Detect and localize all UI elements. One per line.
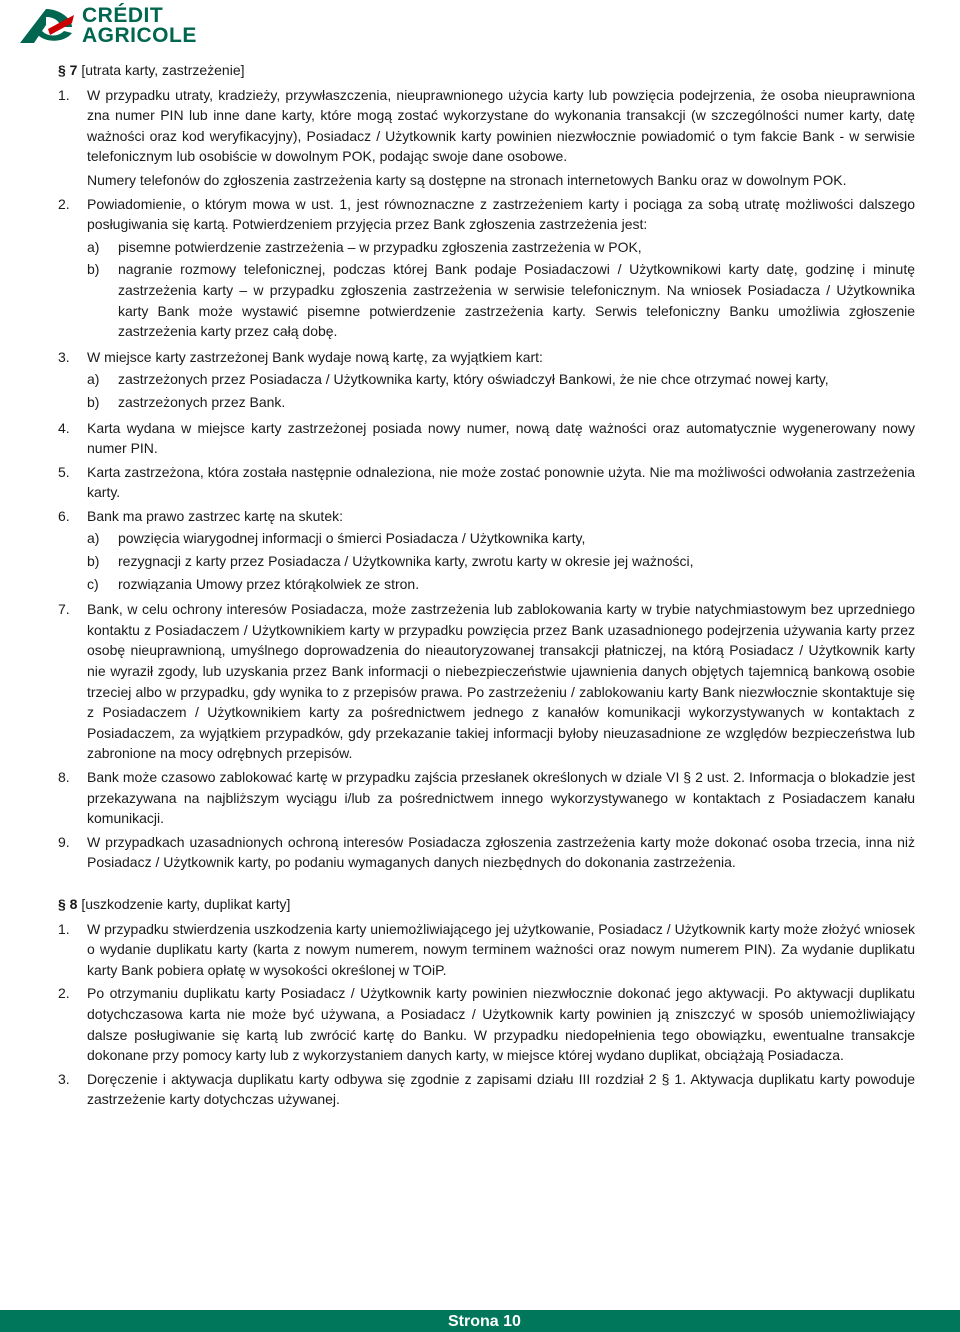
paragraph-number: 1. <box>58 920 70 937</box>
paragraph-number: 2. <box>58 195 70 212</box>
sub-item-letter: b) <box>87 393 100 410</box>
paragraph-number: 9. <box>58 833 70 850</box>
numbered-paragraph <box>58 418 915 459</box>
section-heading <box>58 894 915 915</box>
sub-item <box>87 237 915 258</box>
sub-item-letter: b) <box>87 553 100 570</box>
sub-item-letter: b) <box>87 261 100 278</box>
section-title: [utrata karty, zastrzeżenie] <box>81 62 245 78</box>
credit-agricole-logo <box>16 4 197 48</box>
sub-item-text: pisemne potwierdzenie zastrzeżenia – w przypadku zgłoszenia zastrzeżenia w POK, <box>118 238 642 255</box>
section-symbol: § 7 <box>58 62 78 78</box>
paragraph-text: W miejsce karty zastrzeżonej Bank wydaje nową kartę, za wyjątkiem kart: <box>87 348 543 365</box>
section-heading <box>58 60 915 81</box>
numbered-paragraph <box>58 767 915 829</box>
sub-item-text: zastrzeżonych przez Posiadacza / Użytkownika karty, który oświadczył Bankowi, że nie chce otrzymać nowej karty, <box>118 371 829 388</box>
sub-item <box>87 574 915 595</box>
paragraph-body <box>87 194 915 344</box>
paragraph-body <box>87 85 915 167</box>
sub-item-letter: c) <box>87 575 99 592</box>
paragraph-text: Po otrzymaniu duplikatu karty Posiadacz / Użytkownik karty powinien niezwłocznie dokonać jego aktywacji. Po aktywacji duplikatu dotychczasowa karta nie może być używana, a Posiadacz / Użytkownik karty powinien ją zniszczyć w sposób uniemożliwiający dalsze posługiwanie się kartą lub zwrócić kartę do Banku. W przypadku niedopełnienia tego obowiązku, ewentualne transakcje dokonane przy pomocy karty lub z wykorzystaniem danych karty, w miejsce której wydano duplikat, obciążają Posiadacza. <box>87 985 915 1064</box>
paragraph-number: 7. <box>58 601 70 618</box>
paragraph-body <box>87 1069 915 1110</box>
numbered-paragraph <box>58 85 915 167</box>
paragraph-note: Numery telefonów do zgłoszenia zastrzeżenia karty są dostępne na stronach internetowych Banku oraz w dowolnym POK. <box>87 171 847 188</box>
paragraph-text: Karta zastrzeżona, która została następnie odnaleziona, nie może zostać ponownie użyta. Nie ma możliwości odwołania zastrzeżenia karty. <box>87 463 915 501</box>
numbered-paragraph <box>58 462 915 503</box>
section-symbol: § 8 <box>58 895 78 912</box>
numbered-paragraph <box>58 919 915 981</box>
paragraph-text: Powiadomienie, o którym mowa w ust. 1, jest równoznaczne z zastrzeżeniem karty i pociąga za sobą utratę możliwości dalszego posługiwania się kartą. Potwierdzeniem przyjęcia przez Bank zgłoszenia zastrzeżenia jest: <box>87 195 915 233</box>
paragraph-body <box>87 462 915 503</box>
sub-item-letter: a) <box>87 371 100 388</box>
brand-name <box>82 6 197 46</box>
paragraph-number: 5. <box>58 463 70 480</box>
paragraph-text: W przypadku utraty, kradzieży, przywłaszczenia, nieuprawnionego użycia karty lub powzięcia podejrzenia, że osoba nieuprawniona zna numer PIN lub inne dane karty, które mogą zostać wykorzystane do wykonania transakcji (w szczególności numer karty, datę ważności oraz kod weryfikacyjny), Posiadacz / Użytkownik karty powinien niezwłocznie powiadomić o tym fakcie Bank - w serwisie telefonicznym lub osobiście w dowolnym POK, podając swoje dane osobowe. <box>87 86 915 165</box>
document-body <box>58 60 915 1113</box>
paragraph-number: 1. <box>58 86 70 103</box>
numbered-paragraph <box>58 832 915 873</box>
paragraph-body <box>87 919 915 981</box>
section-gap <box>58 876 915 894</box>
paragraph-text: W przypadkach uzasadnionych ochroną interesów Posiadacza zgłoszenia zastrzeżenia karty może dokonać osoba trzecia, inna niż Posiadacz / Użytkownik karty, po podaniu wymaganych danych niezbędnych do dokonania zastrzeżenia. <box>87 833 915 871</box>
sub-item <box>87 369 915 390</box>
numbered-paragraph <box>58 506 915 596</box>
numbered-paragraph <box>58 194 915 344</box>
paragraph-number: 8. <box>58 769 70 785</box>
sub-item-text: rezygnacji z karty przez Posiadacza / Użytkownika karty, zwrotu karty w okresie jej ważności, <box>118 553 694 570</box>
credit-agricole-emblem-icon <box>16 5 76 47</box>
sub-item <box>87 551 915 572</box>
paragraph-number: 4. <box>58 419 70 436</box>
sub-item-text: zastrzeżonych przez Bank. <box>118 393 286 410</box>
numbered-paragraph <box>58 1069 915 1110</box>
sub-item <box>87 528 915 549</box>
sub-item <box>87 259 915 341</box>
paragraph-body <box>87 832 915 873</box>
paragraph-body <box>87 767 915 829</box>
paragraph-text: W przypadku stwierdzenia uszkodzenia karty uniemożliwiającego jej użytkowanie, Posiadacz / Użytkownik karty może złożyć wniosek o wydanie duplikatu karty (karta z nowym numerem, nowym terminem ważności oraz nowym numerem PIN). Za wydanie duplikatu karty Bank pobiera opłatę w wysokości określonej w TOiP. <box>87 920 915 978</box>
paragraph-text: Bank może czasowo zablokować kartę w przypadku zajścia przesłanek określonych w dziale VI § 2 ust. 2. Informacja o blokadzie jest przekazywana na najbliższym wyciągu i/lub za pośrednictwem innego wykorzystywanego w kontaktach z Posiadaczem kanału komunikacji. <box>87 769 915 827</box>
paragraph-number: 3. <box>58 1070 70 1087</box>
paragraph-text: Doręczenie i aktywacja duplikatu karty odbywa się zgodnie z zapisami działu III rozdział 2 § 1. Aktywacja duplikatu karty powoduje zastrzeżenie karty dotychczas używanej. <box>87 1070 915 1108</box>
paragraph-body <box>87 418 915 459</box>
sub-item <box>87 392 915 413</box>
numbered-paragraph <box>58 983 915 1065</box>
sub-item-letter: a) <box>87 238 100 255</box>
sub-item-text: rozwiązania Umowy przez którąkolwiek ze stron. <box>118 575 420 592</box>
sub-item-text: nagranie rozmowy telefonicznej, podczas której Bank podaje Posiadaczowi / Użytkownikowi karty datę, godzinę i minutę zastrzeżenia karty – w przypadku zgłoszenia zastrzeżenia w serwisie telefonicznym. Na wniosek Posiadacza / Użytkownika karty Bank może wystawić pisemne potwierdzenie zastrzeżenia karty. Serwis telefoniczny Banku umożliwia zgłoszenie zastrzeżenia karty przez całą dobę. <box>118 261 915 340</box>
paragraph-text: Bank ma prawo zastrzec kartę na skutek: <box>87 507 343 524</box>
brand-line-2: AGRICOLE <box>82 24 197 47</box>
paragraph-number: 6. <box>58 507 70 524</box>
paragraph-body <box>87 506 915 596</box>
page-number: Strona 10 <box>448 1313 521 1330</box>
paragraph-body <box>87 347 915 415</box>
section-title: [uszkodzenie karty, duplikat karty] <box>81 895 291 912</box>
sub-item-text: powzięcia wiarygodnej informacji o śmierci Posiadacza / Użytkownika karty, <box>118 530 586 547</box>
paragraph-body <box>87 599 915 764</box>
paragraph-text: Karta wydana w miejsce karty zastrzeżonej posiada nowy numer, nową datę ważności oraz automatycznie wygenerowany nowy numer PIN. <box>87 419 915 457</box>
numbered-paragraph <box>58 347 915 415</box>
paragraph-body <box>87 983 915 1065</box>
paragraph-number: 2. <box>58 985 70 1002</box>
numbered-paragraph <box>58 599 915 764</box>
paragraph-number: 3. <box>58 348 70 365</box>
paragraph-text: Bank, w celu ochrony interesów Posiadacza, może zastrzeżenia lub zablokowania karty w trybie natychmiastowym bez uprzedniego kontaktu z Posiadaczem / Użytkownikiem karty w przypadku powzięcia przez Bank uzasadnionego podejrzenia używania karty przez osobę nieuprawnioną, umyślnego doprowadzenia do nieautoryzowanej transakcji płatniczej, na którą Posiadacz / Użytkownik karty nie wyraził zgody, lub uzyskania przez Bank informacji o niebezpieczeństwie ujawnienia danych objętych tajemnicą bankową osobie trzeciej albo w przypadku, gdy wynika to z przepisów prawa. Po zastrzeżeniu / zablokowaniu karty Bank niezwłocznie skontaktuje się z Posiadaczem / Użytkownikiem karty za pośrednictwem jednego z kanałów komunikacji wykorzystywanych w kontaktach z Posiadaczem, za wyjątkiem przypadków, gdy przekazanie takiej informacji byłoby nieuzasadnione ze względów bezpieczeństwa lub zabronione na mocy odrębnych przepisów. <box>87 601 915 762</box>
sub-item-letter: a) <box>87 530 100 547</box>
brand-line-1: CRÉDIT <box>82 4 164 27</box>
